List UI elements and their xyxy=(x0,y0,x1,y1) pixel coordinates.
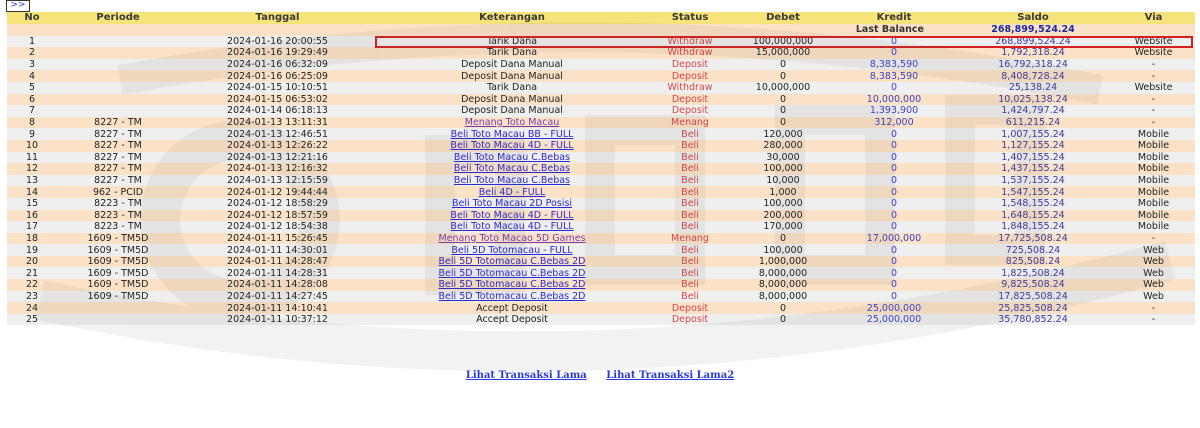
cell-saldo: 8,408,728.24 xyxy=(954,70,1112,82)
cell-keterangan xyxy=(376,152,648,164)
cell-tanggal: 2024-01-13 12:46:51 xyxy=(179,128,376,140)
table-row xyxy=(7,210,1195,222)
cell-tanggal: 2024-01-15 10:10:51 xyxy=(179,82,376,94)
cell-kredit: 312,000 xyxy=(834,117,954,129)
cell-kredit: 0 xyxy=(834,82,954,94)
transaction-detail-link[interactable]: Beli 5D Totomacau C.Bebas 2D xyxy=(438,290,586,302)
cell-tanggal: 2024-01-11 14:28:08 xyxy=(179,279,376,291)
cell-debet: 15,000,000 xyxy=(732,47,834,59)
cell-via: Mobile xyxy=(1112,210,1195,222)
cell-periode: 8227 - TM xyxy=(57,175,179,187)
cell-kredit: 0 xyxy=(834,175,954,187)
cell-status: Deposit xyxy=(648,314,732,326)
cell-kredit: 0 xyxy=(834,163,954,175)
cell-saldo: 1,407,155.24 xyxy=(954,152,1112,164)
transaction-table xyxy=(7,12,1195,325)
cell-keterangan xyxy=(376,291,648,303)
transaction-detail-link[interactable]: Beli Toto Macau C.Bebas xyxy=(453,151,571,163)
cell-no: 19 xyxy=(7,244,57,256)
cell-debet: 0 xyxy=(732,94,834,106)
cell-keterangan: Deposit Dana Manual xyxy=(376,94,648,106)
cell-debet: 1,000,000 xyxy=(732,256,834,268)
col-header-periode: Periode xyxy=(57,12,179,24)
table-row xyxy=(7,186,1195,198)
col-header-kredit: Kredit xyxy=(834,12,954,24)
cell-saldo: 9,825,508.24 xyxy=(954,279,1112,291)
cell-via: - xyxy=(1112,117,1195,129)
cell-saldo: 1,825,508.24 xyxy=(954,267,1112,279)
cell-via: - xyxy=(1112,94,1195,106)
table-row xyxy=(7,198,1195,210)
cell-tanggal: 2024-01-13 12:15:59 xyxy=(179,175,376,187)
cell-kredit: 0 xyxy=(834,36,954,48)
cell-tanggal: 2024-01-11 15:26:45 xyxy=(179,233,376,245)
cell-kredit: 0 xyxy=(834,47,954,59)
cell-saldo: 1,792,318.24 xyxy=(954,47,1112,59)
table-row xyxy=(7,140,1195,152)
cell-debet: 100,000,000 xyxy=(732,36,834,48)
cell-periode xyxy=(57,47,179,59)
cell-keterangan xyxy=(376,163,648,175)
cell-via: Mobile xyxy=(1112,175,1195,187)
cell-saldo: 17,825,508.24 xyxy=(954,291,1112,303)
table-row xyxy=(7,82,1195,94)
cell-debet: 10,000,000 xyxy=(732,82,834,94)
cell-keterangan xyxy=(376,128,648,140)
cell-via: Mobile xyxy=(1112,163,1195,175)
cell-kredit: 8,383,590 xyxy=(834,70,954,82)
cell-tanggal: 2024-01-16 06:32:09 xyxy=(179,59,376,71)
transaction-detail-link[interactable]: Beli 5D Totomacau C.Bebas 2D xyxy=(438,256,586,268)
cell-via: Mobile xyxy=(1112,152,1195,164)
cell-via: - xyxy=(1112,302,1195,314)
col-header-saldo: Saldo xyxy=(954,12,1112,24)
cell-via: Mobile xyxy=(1112,186,1195,198)
table-row xyxy=(7,291,1195,303)
table-row xyxy=(7,302,1195,314)
cell-no: 7 xyxy=(7,105,57,117)
cell-debet: 0 xyxy=(732,314,834,326)
cell-keterangan: Deposit Dana Manual xyxy=(376,105,648,117)
cell-via: Mobile xyxy=(1112,140,1195,152)
cell-no: 16 xyxy=(7,210,57,222)
col-header-status: Status xyxy=(648,12,732,24)
cell-debet: 100,000 xyxy=(732,163,834,175)
cell-saldo: 1,537,155.24 xyxy=(954,175,1112,187)
cell-no: 3 xyxy=(7,59,57,71)
cell-no: 20 xyxy=(7,256,57,268)
table-row xyxy=(7,233,1195,245)
old-transactions-link[interactable]: Lihat Transaksi Lama xyxy=(465,370,587,381)
cell-debet: 1,000 xyxy=(732,186,834,198)
cell-status: Beli xyxy=(648,210,732,222)
cell-tanggal: 2024-01-11 14:30:01 xyxy=(179,244,376,256)
cell-no: 21 xyxy=(7,267,57,279)
cell-tanggal: 2024-01-14 06:18:13 xyxy=(179,105,376,117)
cell-periode: 8227 - TM xyxy=(57,117,179,129)
cell-no: 2 xyxy=(7,47,57,59)
cell-no: 4 xyxy=(7,70,57,82)
cell-periode: 8227 - TM xyxy=(57,152,179,164)
table-header-row xyxy=(7,12,1195,24)
cell-kredit: 10,000,000 xyxy=(834,94,954,106)
cell-debet: 0 xyxy=(732,233,834,245)
cell-no: 10 xyxy=(7,140,57,152)
cell-tanggal: 2024-01-13 12:26:22 xyxy=(179,140,376,152)
cell-saldo: 17,725,508.24 xyxy=(954,233,1112,245)
cell-keterangan xyxy=(376,117,648,129)
cell-debet: 170,000 xyxy=(732,221,834,233)
cell-no: 8 xyxy=(7,117,57,129)
cell-no: 23 xyxy=(7,291,57,303)
cell-via: Web xyxy=(1112,279,1195,291)
cell-no: 24 xyxy=(7,302,57,314)
cell-keterangan xyxy=(376,244,648,256)
table-row xyxy=(7,128,1195,140)
cell-saldo: 611,215.24 xyxy=(954,117,1112,129)
table-row xyxy=(7,314,1195,326)
cell-debet: 8,000,000 xyxy=(732,267,834,279)
transaction-detail-link[interactable]: Beli 4D - FULL xyxy=(478,186,546,198)
cell-kredit: 25,000,000 xyxy=(834,314,954,326)
cell-status: Menang xyxy=(648,233,732,245)
cell-saldo: 1,648,155.24 xyxy=(954,210,1112,222)
table-row xyxy=(7,105,1195,117)
cell-tanggal: 2024-01-13 13:11:31 xyxy=(179,117,376,129)
table-row xyxy=(7,267,1195,279)
cell-via: Mobile xyxy=(1112,198,1195,210)
cell-periode: 1609 - TM5D xyxy=(57,233,179,245)
cell-no: 22 xyxy=(7,279,57,291)
cell-status: Beli xyxy=(648,163,732,175)
cell-tanggal: 2024-01-12 18:54:38 xyxy=(179,221,376,233)
last-balance-value: 268,899,524.24 xyxy=(954,24,1112,36)
cell-keterangan: Accept Deposit xyxy=(376,302,648,314)
cell-tanggal: 2024-01-12 18:58:29 xyxy=(179,198,376,210)
cell-debet: 100,000 xyxy=(732,244,834,256)
cell-via: - xyxy=(1112,59,1195,71)
cell-saldo: 1,548,155.24 xyxy=(954,198,1112,210)
cell-keterangan: Deposit Dana Manual xyxy=(376,70,648,82)
cell-periode: 1609 - TM5D xyxy=(57,244,179,256)
cell-kredit: 0 xyxy=(834,186,954,198)
cell-debet: 0 xyxy=(732,117,834,129)
cell-periode: 8223 - TM xyxy=(57,210,179,222)
cell-debet: 8,000,000 xyxy=(732,291,834,303)
table-row xyxy=(7,47,1195,59)
cell-kredit: 0 xyxy=(834,198,954,210)
cell-status: Beli xyxy=(648,186,732,198)
cell-debet: 120,000 xyxy=(732,128,834,140)
cell-saldo: 1,848,155.24 xyxy=(954,221,1112,233)
cell-no: 5 xyxy=(7,82,57,94)
cell-via: Web xyxy=(1112,267,1195,279)
cell-status: Beli xyxy=(648,279,732,291)
cell-keterangan: Accept Deposit xyxy=(376,314,648,326)
cell-tanggal: 2024-01-11 14:10:41 xyxy=(179,302,376,314)
cell-saldo: 1,424,797.24 xyxy=(954,105,1112,117)
cell-tanggal: 2024-01-16 19:29:49 xyxy=(179,47,376,59)
transaction-detail-link[interactable]: Beli 5D Totomacau C.Bebas 2D xyxy=(438,279,586,291)
cell-via: Mobile xyxy=(1112,128,1195,140)
table-row xyxy=(7,59,1195,71)
last-balance-label: Last Balance xyxy=(7,24,954,36)
cell-status: Beli xyxy=(648,291,732,303)
cell-no: 9 xyxy=(7,128,57,140)
cell-periode: 1609 - TM5D xyxy=(57,267,179,279)
cell-kredit: 0 xyxy=(834,244,954,256)
transaction-detail-link[interactable]: Beli Toto Macau 4D - FULL xyxy=(450,140,574,152)
last-balance-row xyxy=(7,24,1195,36)
cell-saldo: 825,508.24 xyxy=(954,256,1112,268)
transaction-detail-link[interactable]: Beli 5D Totomacau C.Bebas 2D xyxy=(438,267,586,279)
cell-tanggal: 2024-01-11 14:28:47 xyxy=(179,256,376,268)
transaction-detail-link[interactable]: Beli Toto Macau C.Bebas xyxy=(453,163,571,175)
cell-periode: 1609 - TM5D xyxy=(57,279,179,291)
cell-status: Menang xyxy=(648,117,732,129)
cell-keterangan xyxy=(376,221,648,233)
cell-kredit: 0 xyxy=(834,291,954,303)
transaction-detail-link[interactable]: Beli Toto Macau BB - FULL xyxy=(450,128,574,140)
cell-kredit: 17,000,000 xyxy=(834,233,954,245)
table-row xyxy=(7,279,1195,291)
col-header-via: Via xyxy=(1112,12,1195,24)
cell-saldo: 1,007,155.24 xyxy=(954,128,1112,140)
cell-periode xyxy=(57,94,179,106)
cell-tanggal: 2024-01-15 06:53:02 xyxy=(179,94,376,106)
cell-periode: 8227 - TM xyxy=(57,128,179,140)
cell-keterangan: Tarik Dana xyxy=(376,36,648,48)
table-row xyxy=(7,221,1195,233)
cell-status: Beli xyxy=(648,175,732,187)
cell-tanggal: 2024-01-11 10:37:12 xyxy=(179,314,376,326)
transaction-detail-link[interactable]: Menang Toto Macau xyxy=(464,117,560,129)
next-page-button[interactable]: >> xyxy=(6,0,30,12)
cell-keterangan xyxy=(376,210,648,222)
cell-debet: 200,000 xyxy=(732,210,834,222)
cell-debet: 280,000 xyxy=(732,140,834,152)
cell-debet: 0 xyxy=(732,105,834,117)
transaction-detail-link[interactable]: Beli Toto Macau C.Bebas xyxy=(453,175,571,187)
transaction-detail-link[interactable]: Menang Toto Macao 5D Games xyxy=(438,232,586,244)
cell-kredit: 0 xyxy=(834,267,954,279)
cell-status: Deposit xyxy=(648,70,732,82)
table-row xyxy=(7,175,1195,187)
cell-saldo: 268,899,524.24 xyxy=(954,36,1112,48)
cell-no: 1 xyxy=(7,36,57,48)
cell-no: 11 xyxy=(7,152,57,164)
transaction-detail-link[interactable]: Beli Toto Macau 4D - FULL xyxy=(450,221,574,233)
cell-tanggal: 2024-01-16 20:00:55 xyxy=(179,36,376,48)
cell-no: 6 xyxy=(7,94,57,106)
cell-keterangan xyxy=(376,279,648,291)
cell-status: Beli xyxy=(648,256,732,268)
cell-status: Beli xyxy=(648,267,732,279)
cell-no: 17 xyxy=(7,221,57,233)
table-row xyxy=(7,94,1195,106)
cell-status: Beli xyxy=(648,128,732,140)
cell-no: 25 xyxy=(7,314,57,326)
cell-debet: 8,000,000 xyxy=(732,279,834,291)
table-row xyxy=(7,163,1195,175)
cell-periode xyxy=(57,36,179,48)
cell-keterangan: Tarik Dana xyxy=(376,82,648,94)
cell-debet: 0 xyxy=(732,302,834,314)
cell-status: Beli xyxy=(648,198,732,210)
cell-periode xyxy=(57,105,179,117)
transaction-detail-link[interactable]: Beli 5D Totomacau - FULL xyxy=(451,244,573,256)
cell-saldo: 1,547,155.24 xyxy=(954,186,1112,198)
cell-saldo: 1,127,155.24 xyxy=(954,140,1112,152)
cell-status: Withdraw xyxy=(648,36,732,48)
cell-periode: 8227 - TM xyxy=(57,140,179,152)
cell-debet: 10,000 xyxy=(732,175,834,187)
cell-kredit: 1,393,900 xyxy=(834,105,954,117)
last-balance-empty xyxy=(1112,24,1195,36)
table-row xyxy=(7,256,1195,268)
cell-kredit: 0 xyxy=(834,279,954,291)
cell-tanggal: 2024-01-16 06:25:09 xyxy=(179,70,376,82)
cell-kredit: 0 xyxy=(834,256,954,268)
cell-saldo: 725,508.24 xyxy=(954,244,1112,256)
cell-keterangan xyxy=(376,233,648,245)
cell-kredit: 0 xyxy=(834,128,954,140)
cell-tanggal: 2024-01-13 12:16:32 xyxy=(179,163,376,175)
cell-keterangan: Deposit Dana Manual xyxy=(376,59,648,71)
cell-via: Web xyxy=(1112,291,1195,303)
cell-no: 12 xyxy=(7,163,57,175)
cell-status: Beli xyxy=(648,221,732,233)
cell-saldo: 1,437,155.24 xyxy=(954,163,1112,175)
table-row xyxy=(7,244,1195,256)
transaction-detail-link[interactable]: Beli Toto Macau 2D Posisi xyxy=(451,198,573,210)
cell-periode: 8223 - TM xyxy=(57,221,179,233)
cell-periode: 8223 - TM xyxy=(57,198,179,210)
transaction-detail-link[interactable]: Beli Toto Macau 4D - FULL xyxy=(450,209,574,221)
cell-via: Website xyxy=(1112,36,1195,48)
cell-tanggal: 2024-01-11 14:28:31 xyxy=(179,267,376,279)
cell-kredit: 8,383,590 xyxy=(834,59,954,71)
cell-tanggal: 2024-01-12 18:57:59 xyxy=(179,210,376,222)
cell-saldo: 25,825,508.24 xyxy=(954,302,1112,314)
cell-periode xyxy=(57,59,179,71)
cell-debet: 30,000 xyxy=(732,152,834,164)
col-header-tanggal: Tanggal xyxy=(179,12,376,24)
cell-via: - xyxy=(1112,105,1195,117)
cell-status: Withdraw xyxy=(648,82,732,94)
cell-kredit: 0 xyxy=(834,210,954,222)
cell-keterangan xyxy=(376,256,648,268)
cell-periode xyxy=(57,70,179,82)
col-header-debet: Debet xyxy=(732,12,834,24)
cell-saldo: 16,792,318.24 xyxy=(954,59,1112,71)
cell-keterangan xyxy=(376,186,648,198)
cell-tanggal: 2024-01-12 19:44:44 xyxy=(179,186,376,198)
cell-via: Website xyxy=(1112,82,1195,94)
cell-periode: 1609 - TM5D xyxy=(57,291,179,303)
table-row xyxy=(7,70,1195,82)
footer-links xyxy=(0,370,1200,381)
cell-periode: 962 - PCID xyxy=(57,186,179,198)
cell-via: Web xyxy=(1112,244,1195,256)
cell-keterangan xyxy=(376,267,648,279)
cell-via: - xyxy=(1112,233,1195,245)
cell-via: Web xyxy=(1112,256,1195,268)
cell-status: Deposit xyxy=(648,302,732,314)
cell-periode xyxy=(57,82,179,94)
cell-kredit: 25,000,000 xyxy=(834,302,954,314)
cell-saldo: 35,780,852.24 xyxy=(954,314,1112,326)
cell-saldo: 10,025,138.24 xyxy=(954,94,1112,106)
cell-status: Beli xyxy=(648,140,732,152)
cell-tanggal: 2024-01-11 14:27:45 xyxy=(179,291,376,303)
cell-kredit: 0 xyxy=(834,221,954,233)
table-row xyxy=(7,152,1195,164)
cell-kredit: 0 xyxy=(834,152,954,164)
cell-no: 13 xyxy=(7,175,57,187)
cell-keterangan xyxy=(376,140,648,152)
cell-via: Mobile xyxy=(1112,221,1195,233)
cell-keterangan xyxy=(376,198,648,210)
cell-status: Withdraw xyxy=(648,47,732,59)
cell-status: Deposit xyxy=(648,105,732,117)
cell-periode: 1609 - TM5D xyxy=(57,256,179,268)
cell-tanggal: 2024-01-13 12:21:16 xyxy=(179,152,376,164)
cell-keterangan xyxy=(376,175,648,187)
cell-saldo: 25,138.24 xyxy=(954,82,1112,94)
old-transactions-link-2[interactable]: Lihat Transaksi Lama2 xyxy=(606,370,735,381)
cell-status: Deposit xyxy=(648,94,732,106)
cell-periode xyxy=(57,314,179,326)
cell-periode xyxy=(57,302,179,314)
cell-status: Beli xyxy=(648,244,732,256)
cell-debet: 0 xyxy=(732,70,834,82)
col-header-keterangan: Keterangan xyxy=(376,12,648,24)
table-row xyxy=(7,36,1195,48)
cell-via: - xyxy=(1112,314,1195,326)
cell-no: 18 xyxy=(7,233,57,245)
table-row xyxy=(7,117,1195,129)
cell-debet: 0 xyxy=(732,59,834,71)
cell-periode: 8227 - TM xyxy=(57,163,179,175)
cell-keterangan: Tarik Dana xyxy=(376,47,648,59)
cell-no: 14 xyxy=(7,186,57,198)
col-header-no: No xyxy=(7,12,57,24)
cell-kredit: 0 xyxy=(834,140,954,152)
cell-status: Deposit xyxy=(648,59,732,71)
cell-debet: 100,000 xyxy=(732,198,834,210)
cell-no: 15 xyxy=(7,198,57,210)
cell-via: Website xyxy=(1112,47,1195,59)
cell-status: Beli xyxy=(648,152,732,164)
cell-via: - xyxy=(1112,70,1195,82)
